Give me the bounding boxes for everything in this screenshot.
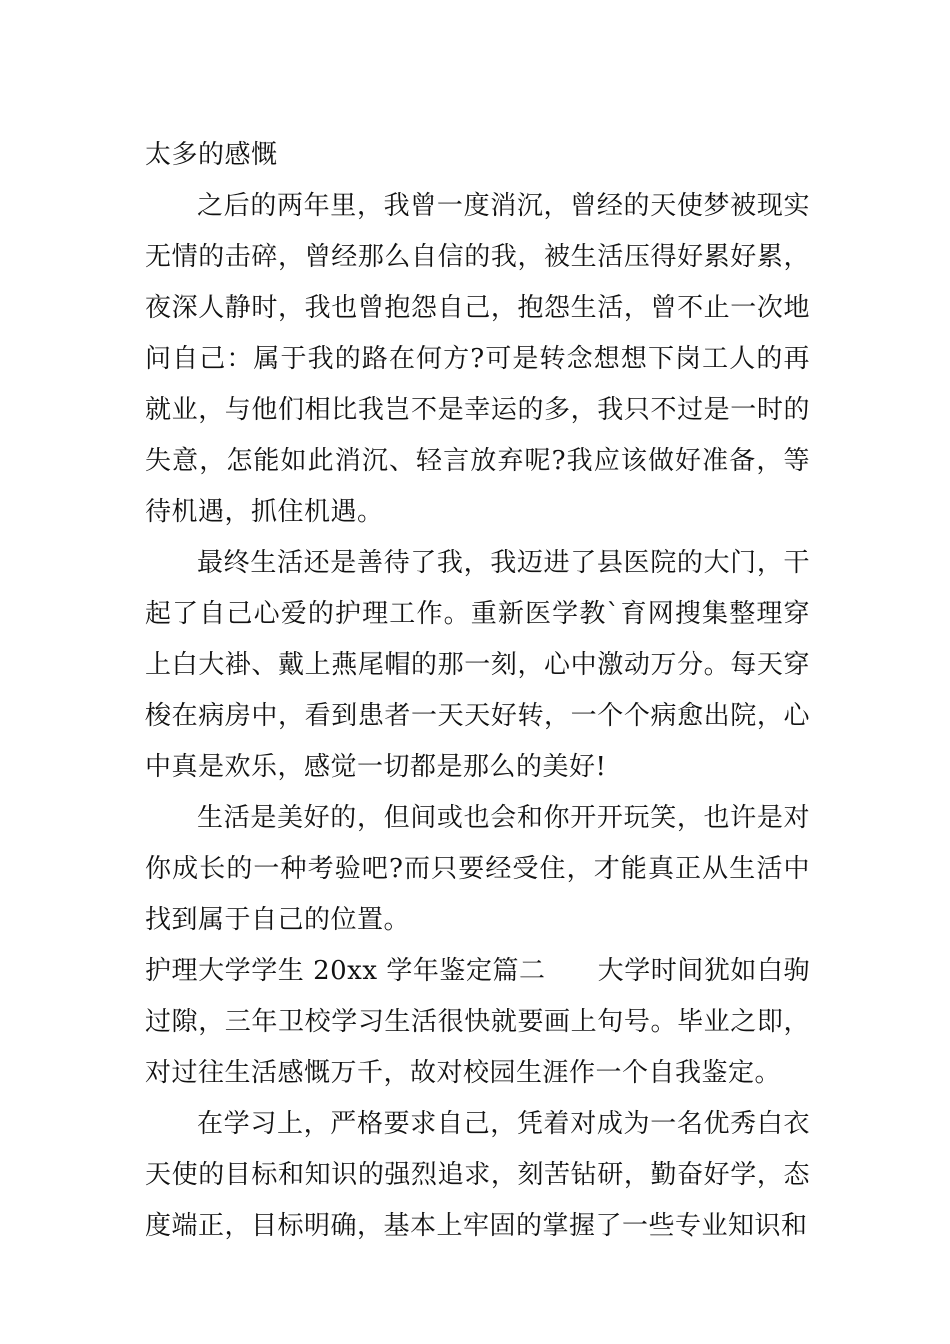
section-heading: 护理大学学生 20xx 学年鉴定篇二 (145, 956, 546, 986)
paragraph-4: 在学习上，严格要求自己，凭着对成为一名优秀白衣天使的目标和知识的强烈追求，刻苦钻研，勤奋好学，态度端正，目标明确，基本上牢固的掌握了一些专业知识和 (145, 1109, 810, 1241)
paragraph-3: 生活是美好的，但间或也会和你开开玩笑，也许是对你成长的一种考验吧?而只要经受住，才能真正从生活中找到属于自己的位置。 (145, 803, 810, 935)
paragraph-1: 之后的两年里，我曾一度消沉，曾经的天使梦被现实无情的击碎，曾经那么自信的我，被生活压得好累好累，夜深人静时，我也曾抱怨自己，抱怨生活，曾不止一次地问自己：属于我的路在何方?可是转念想想下岗工人的再就业，与他们相比我岂不是幸运的多，我只不过是一时的失意，怎能如此消沉、轻言放弃呢?我应该做好准备，等待机遇，抓住机遇。 (145, 191, 810, 527)
section-intro: 大学时间犹如白驹过隙，三年卫校学习生活很快就要画上句号。毕业之即，对过往生活感慨万千，故对校园生涯作一个自我鉴定。 (145, 956, 810, 1088)
paragraph-2: 最终生活还是善待了我，我迈进了县医院的大门，干起了自己心爱的护理工作。重新医学教`育网搜集整理穿上白大褂、戴上燕尾帽的那一刻，心中激动万分。每天穿梭在病房中，看到患者一天天好转，一个个病愈出院，心中真是欢乐，感觉一切都是那么的美好! (145, 548, 810, 782)
document-body (145, 130, 810, 1252)
section-heading-paragraph (145, 946, 810, 1099)
continuation-line: 太多的感慨 (145, 140, 278, 170)
